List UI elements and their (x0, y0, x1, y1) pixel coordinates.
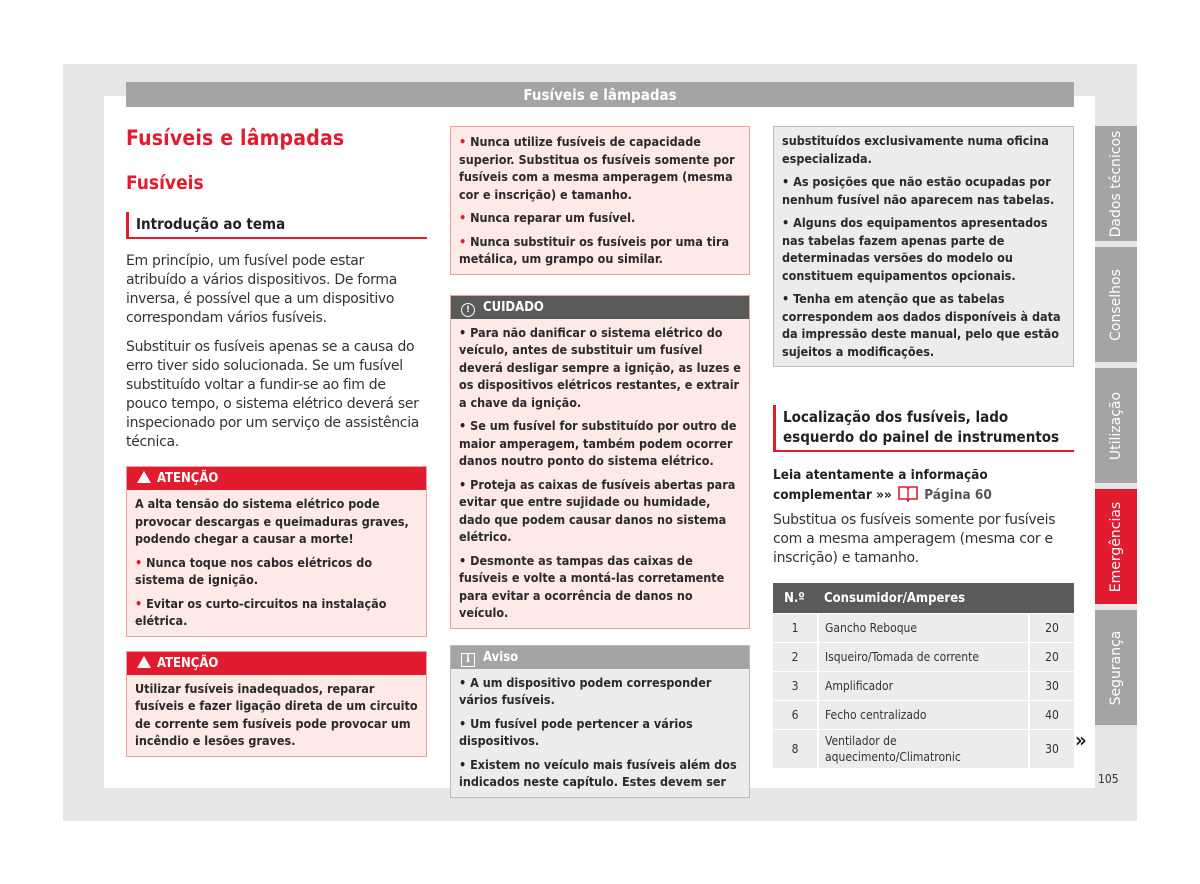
note-box-continued (773, 126, 1074, 367)
fuse-number: 6 (773, 701, 817, 729)
column-2 (450, 126, 750, 798)
warning-item: • Nunca utilize fusíveis de capacidade superior. Substitua os fusíveis somente por fusíveis com a mesma amperagem (mesma cor e inscrição) e tamanho. (459, 134, 735, 202)
note-header (451, 646, 749, 669)
intro-paragraph-2: Substituir os fusíveis apenas se a causa do erro tiver sido solucionada. Se um fusível substituído voltar a fundir-se ao fim de pouco tempo, o sistema elétrico deverá ser inspecionado por um serviço de assistência técnica. (126, 339, 420, 450)
warning-intro: Utilizar fusíveis inadequados, reparar fusíveis e fazer ligação direta de um circuito de corrente sem fusíveis pode provocar um incêndio e lesões graves. (135, 680, 418, 748)
note-item: • Tenha em atenção que as tabelas correspondem aos dados disponíveis à data da impressão deste manual, pelo que estão sujeitos a modificações. (782, 291, 1061, 359)
page-link[interactable]: Página 60 (924, 487, 992, 503)
table-row (773, 730, 1074, 768)
tab-label: Segurança (1108, 630, 1124, 705)
book-icon (896, 485, 920, 502)
exclamation-circle-icon: ! (461, 303, 475, 317)
warning-intro: A alta tensão do sistema elétrico pode provocar descargas e queimaduras graves, podendo chegar a causar a morte! (135, 496, 409, 546)
caution-item: • Para não danificar o sistema elétrico do veículo, antes de substituir um fusível deverá desligar sempre a ignição, as luzes e os dispositivos elétricos restantes, e extrair a chave da ignição. (459, 324, 741, 410)
table-row (773, 701, 1074, 729)
column-header: Consumidor/Amperes (817, 583, 1074, 613)
fuse-consumer: Amplificador (817, 672, 1028, 700)
note-box (450, 645, 750, 798)
fuse-consumer: Ventilador de aquecimento/Climatronic (817, 730, 1028, 768)
page-number: 105 (1098, 772, 1119, 786)
tab-label: Conselhos (1108, 268, 1124, 341)
section-heading: Localização dos fusíveis, lado esquerdo do painel de instrumentos (773, 405, 1074, 452)
fuse-consumer: Gancho Reboque (817, 614, 1028, 642)
warning-triangle-icon (137, 471, 151, 483)
warning-box-continued (450, 126, 750, 275)
chapter-header: Fusíveis e lâmpadas (126, 82, 1074, 107)
note-item: • Alguns dos equipamentos apresentados nas tabelas fazem apenas parte de determinadas versões do modelo ou constituem equipamentos opcionais. (782, 215, 1048, 283)
column-3 (773, 126, 1074, 769)
continue-marker: » (1075, 728, 1087, 752)
tab-seguranca[interactable] (1095, 610, 1137, 725)
info-icon: i (461, 653, 475, 667)
table-row (773, 672, 1074, 700)
fuse-consumer: Fecho centralizado (817, 701, 1028, 729)
warning-box-1 (126, 466, 427, 637)
table-row (773, 643, 1074, 671)
cross-reference-arrows: »» (876, 487, 892, 503)
fuse-number: 3 (773, 672, 817, 700)
cross-reference (773, 466, 1074, 505)
warning-item: • Nunca toque nos cabos elétricos do sistema de ignição. (135, 554, 373, 587)
warning-label: ATENÇÃO (157, 655, 219, 671)
note-item: • As posições que não estão ocupadas por nenhum fusível não aparecem nas tabelas. (782, 174, 1055, 207)
caution-label: CUIDADO (483, 299, 544, 315)
warning-triangle-icon (137, 656, 151, 668)
cross-reference-text: Leia atentamente a informação complementar (773, 467, 988, 503)
section-heading: Introdução ao tema (126, 212, 427, 239)
fuse-table (773, 582, 1074, 769)
warning-body (127, 490, 426, 636)
warning-header (127, 652, 426, 675)
fuse-consumer: Isqueiro/Tomada de corrente (817, 643, 1028, 671)
warning-body (127, 675, 426, 756)
warning-item: • Nunca substituir os fusíveis por uma tira metálica, um grampo ou similar. (459, 233, 730, 266)
note-body (451, 669, 749, 797)
intro-paragraph-1: Em princípio, um fusível pode estar atribuído a vários dispositivos. De forma inversa, é possível que a um dispositivo correspondam vários fusíveis. (126, 253, 398, 326)
tab-emergencias[interactable] (1095, 489, 1137, 604)
warning-box-2 (126, 651, 427, 757)
note-item: substituídos exclusivamente numa oficina especializada. (782, 133, 1049, 166)
note-label: Aviso (483, 649, 519, 665)
tab-label: Emergências (1108, 501, 1124, 592)
caution-item: • Desmonte as tampas das caixas de fusíveis e volte a montá-las corretamente para evitar a ocorrência de danos no veículo. (459, 552, 725, 620)
chapter-title: Fusíveis e lâmpadas (126, 126, 345, 150)
fuse-amperes: 30 (1028, 672, 1074, 700)
note-item: • Existem no veículo mais fusíveis além dos indicados neste capítulo. Estes devem ser (459, 756, 737, 789)
fuse-amperes: 40 (1028, 701, 1074, 729)
fuse-amperes: 20 (1028, 614, 1074, 642)
tab-utilizacao[interactable] (1095, 368, 1137, 483)
caution-header (451, 296, 749, 319)
fuse-amperes: 30 (1028, 730, 1074, 768)
subchapter-title: Fusíveis (126, 172, 204, 194)
warning-label: ATENÇÃO (157, 471, 219, 486)
note-item: • Um fusível pode pertencer a vários dispositivos. (459, 715, 693, 748)
fuse-number: 8 (773, 730, 817, 768)
tab-label: Dados técnicos (1108, 130, 1124, 237)
fuse-number: 1 (773, 614, 817, 642)
table-header-row (773, 583, 1074, 613)
tab-label: Utilização (1108, 391, 1124, 460)
caution-box (450, 295, 750, 629)
warning-item: • Evitar os curto-circuitos na instalação elétrica. (135, 595, 387, 628)
fuse-amperes: 20 (1028, 643, 1074, 671)
warning-item: • Nunca reparar um fusível. (459, 210, 636, 225)
column-1 (126, 126, 427, 757)
fuse-number: 2 (773, 643, 817, 671)
table-intro-paragraph: Substitua os fusíveis somente por fusíveis com a mesma amperagem (mesma cor e inscrição) e tamanho. (773, 512, 1056, 566)
note-item: • A um dispositivo podem corresponder vários fusíveis. (459, 674, 712, 707)
caution-item: • Se um fusível for substituído por outro de maior amperagem, também podem ocorrer danos noutro ponto do sistema elétrico. (459, 418, 737, 468)
note-body (774, 127, 1073, 366)
warning-header (127, 467, 426, 490)
warning-body (451, 127, 749, 274)
caution-item: • Proteja as caixas de fusíveis abertas para evitar que entre sujidade ou humidade, dado que podem causar danos no sistema elétrico. (459, 476, 736, 544)
tab-dados-tecnicos[interactable] (1095, 126, 1137, 241)
tab-conselhos[interactable] (1095, 247, 1137, 362)
column-header: N.º (773, 583, 817, 613)
table-row (773, 614, 1074, 642)
caution-body (451, 319, 749, 628)
